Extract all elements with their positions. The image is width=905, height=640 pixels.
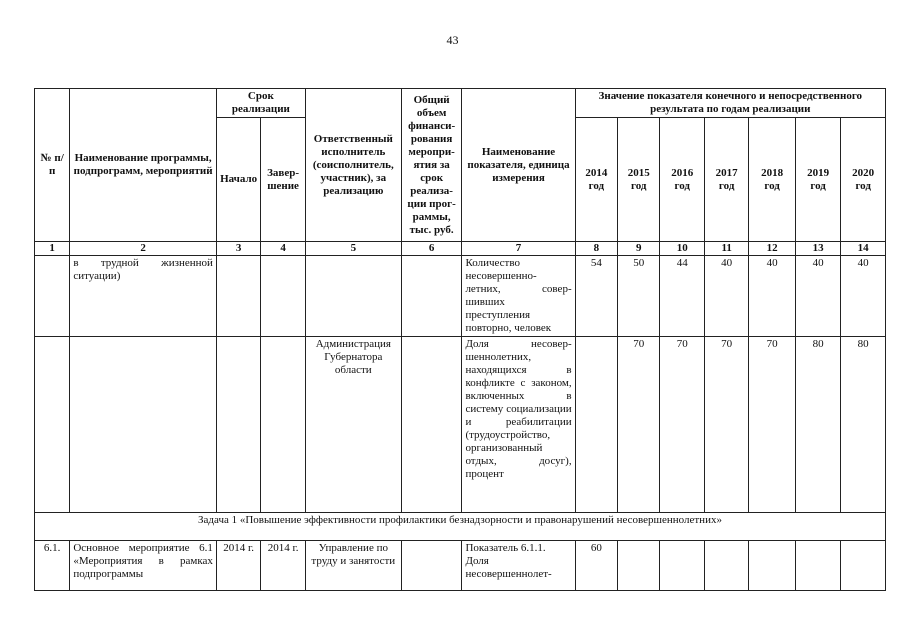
row-value-2014: 60 xyxy=(575,541,617,591)
row-finance xyxy=(401,541,462,591)
col-number: 5 xyxy=(305,242,401,256)
row-value-2018: 40 xyxy=(749,256,795,337)
header-end: Завер-шение xyxy=(261,118,305,242)
row-value-2016: 70 xyxy=(660,337,704,513)
row-value-2016: 44 xyxy=(660,256,704,337)
col-number: 9 xyxy=(618,242,660,256)
indicators-table xyxy=(34,88,886,591)
col-number: 10 xyxy=(660,242,704,256)
col-number: 1 xyxy=(35,242,70,256)
row-value-2016 xyxy=(660,541,704,591)
row-value-2014: 54 xyxy=(575,256,617,337)
row-value-2018: 70 xyxy=(749,337,795,513)
row-value-2019: 40 xyxy=(795,256,840,337)
task-title: Задача 1 «Повышение эффективности профилактики безнадзорности и правонарушений несовершеннолетних» xyxy=(35,513,886,541)
col-number: 2 xyxy=(70,242,217,256)
row-value-2015: 50 xyxy=(618,256,660,337)
row-name: Основное мероприятие 6.1 «Мероприятия в рамках подпрограммы xyxy=(70,541,217,591)
row-end xyxy=(261,337,305,513)
col-number: 13 xyxy=(795,242,840,256)
row-value-2014 xyxy=(575,337,617,513)
header-indicator: Наименование показателя, единица измерения xyxy=(462,89,575,242)
row-start xyxy=(216,256,260,337)
col-number: 7 xyxy=(462,242,575,256)
row-value-2020 xyxy=(841,541,886,591)
row-indicator: Количество несовершенно-летних, совер-шивших преступления повторно, человек xyxy=(462,256,575,337)
row-executor xyxy=(305,256,401,337)
row-num xyxy=(35,256,70,337)
row-num: 6.1. xyxy=(35,541,70,591)
row-finance xyxy=(401,337,462,513)
col-number: 3 xyxy=(216,242,260,256)
col-number: 12 xyxy=(749,242,795,256)
table-row xyxy=(35,337,886,513)
row-num xyxy=(35,337,70,513)
col-number: 4 xyxy=(261,242,305,256)
row-value-2017 xyxy=(704,541,748,591)
row-executor: Администрация Губернатора области xyxy=(305,337,401,513)
row-indicator: Показатель 6.1.1. Доля несовершеннолет- xyxy=(462,541,575,591)
row-value-2017: 40 xyxy=(704,256,748,337)
table-row xyxy=(35,256,886,337)
col-number: 8 xyxy=(575,242,617,256)
column-numbers-row xyxy=(35,242,886,256)
row-indicator: Доля несовер-шеннолетних, находящихся в конфликте с законом, включенных в систему социализации и реабилитации (трудоустройство, организованный отдых, досуг), процент xyxy=(462,337,575,513)
row-value-2019 xyxy=(795,541,840,591)
col-number: 6 xyxy=(401,242,462,256)
task-row xyxy=(35,513,886,541)
header-name: Наименование программы, подпрограмм, мероприятий xyxy=(70,89,217,242)
col-number: 11 xyxy=(704,242,748,256)
row-start xyxy=(216,337,260,513)
header-year-2016: 2016 год xyxy=(660,118,704,242)
table-row xyxy=(35,541,886,591)
row-value-2015 xyxy=(618,541,660,591)
header-year-2020: 2020 год xyxy=(841,118,886,242)
header-num: № п/п xyxy=(35,89,70,242)
header-year-2017: 2017 год xyxy=(704,118,748,242)
row-name: в трудной жизненной ситуации) xyxy=(70,256,217,337)
row-value-2018 xyxy=(749,541,795,591)
header-executor: Ответственный исполнитель (соисполнитель, участник), за реализацию xyxy=(305,89,401,242)
header-year-2019: 2019 год xyxy=(795,118,840,242)
row-value-2015: 70 xyxy=(618,337,660,513)
header-finance: Общий объем финанси-рования меропри-ятия за срок реализа-ции прог-раммы, тыс. руб. xyxy=(401,89,462,242)
row-value-2020: 80 xyxy=(841,337,886,513)
row-value-2020: 40 xyxy=(841,256,886,337)
row-executor: Управление по труду и занятости xyxy=(305,541,401,591)
header-period: Срок реализации xyxy=(216,89,305,118)
row-value-2017: 70 xyxy=(704,337,748,513)
header-values: Значение показателя конечного и непосредственного результата по годам реализации xyxy=(575,89,885,118)
col-number: 14 xyxy=(841,242,886,256)
row-name xyxy=(70,337,217,513)
header-year-2018: 2018 год xyxy=(749,118,795,242)
row-end: 2014 г. xyxy=(261,541,305,591)
header-start: Начало xyxy=(216,118,260,242)
row-end xyxy=(261,256,305,337)
header-year-2015: 2015 год xyxy=(618,118,660,242)
page-number: 43 xyxy=(446,33,459,47)
row-value-2019: 80 xyxy=(795,337,840,513)
row-finance xyxy=(401,256,462,337)
row-start: 2014 г. xyxy=(216,541,260,591)
header-year-2014: 2014 год xyxy=(575,118,617,242)
